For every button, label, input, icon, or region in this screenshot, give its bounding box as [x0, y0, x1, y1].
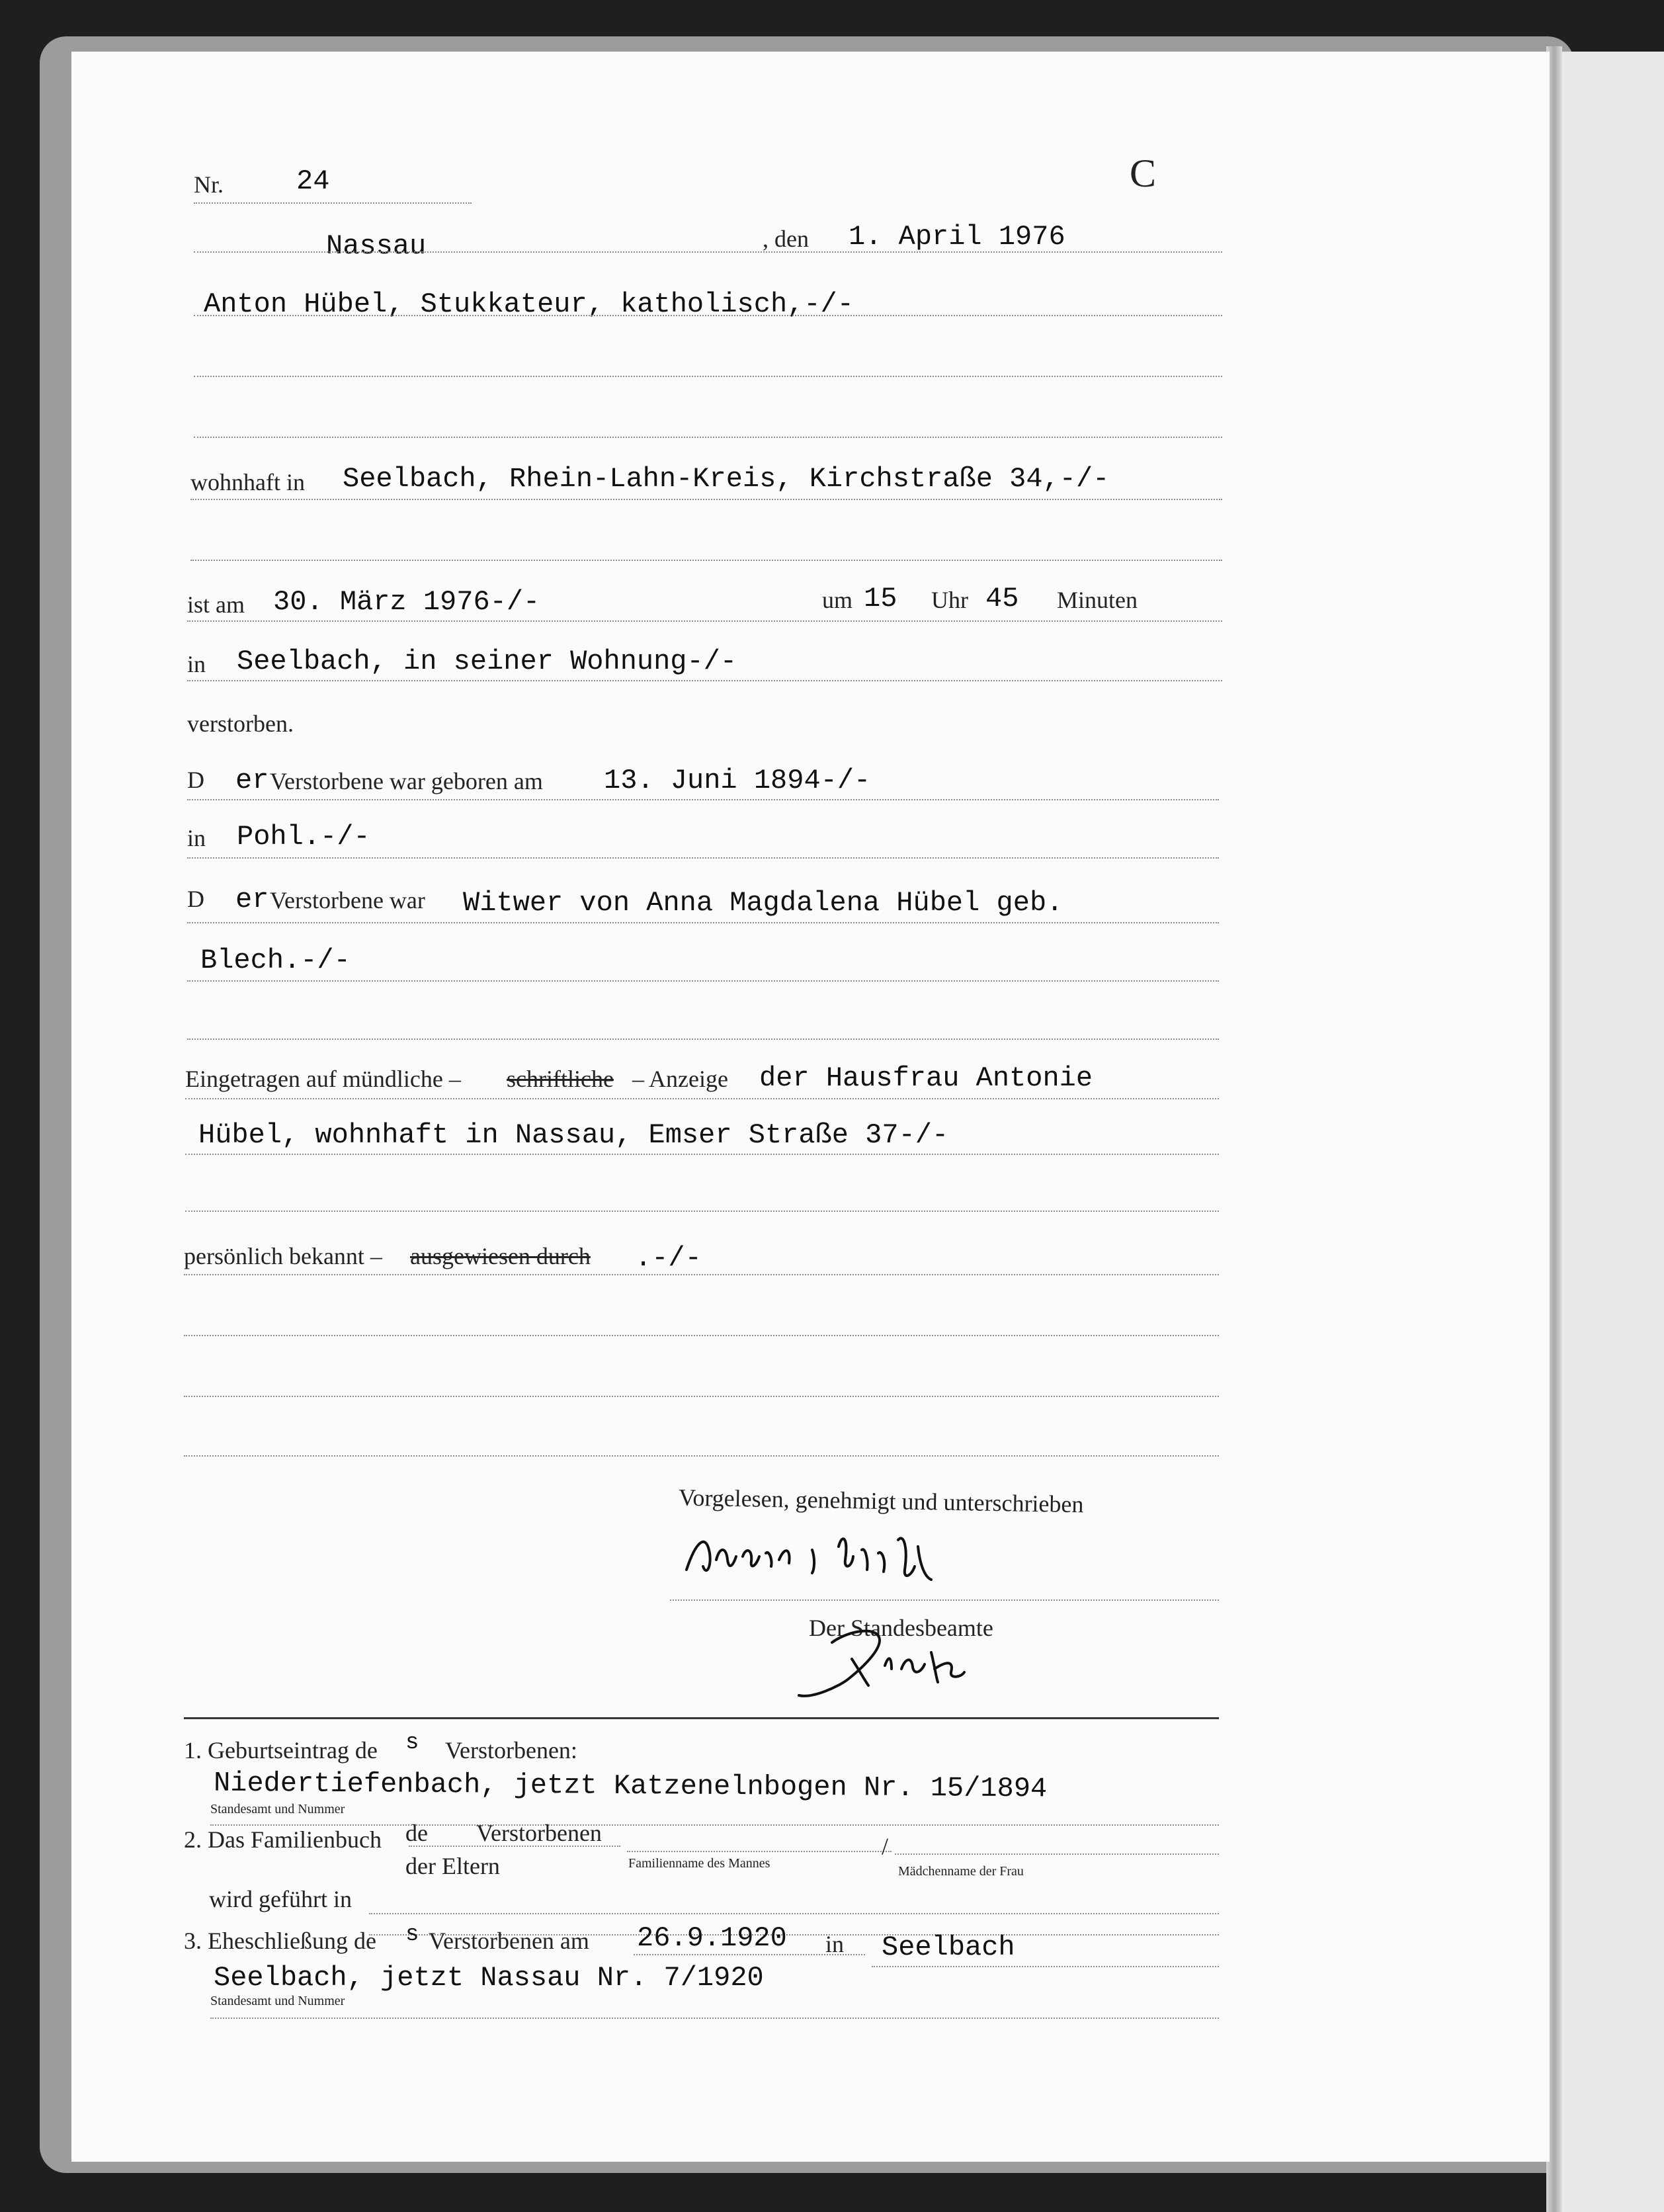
item3-in-label: in [825, 1931, 845, 1957]
nr-label: Nr. [194, 171, 224, 198]
bekannt-label: persönlich bekannt – [184, 1243, 382, 1269]
item1-s: s [405, 1730, 419, 1756]
death-in-label: in [187, 651, 206, 677]
standesamt-label-1: Standesamt und Nummer [210, 1802, 345, 1816]
item1-value: Niedertiefenbach, jetzt Katzenelnbogen Nr. 15/1894 [213, 1767, 1048, 1805]
standesbeamte-label: Der Standesbeamte [809, 1615, 993, 1641]
birth-d-label: D [187, 767, 204, 793]
um-label: um [822, 587, 853, 613]
death-date: 30. März 1976-/- [273, 586, 540, 618]
wohnhaft-label: wohnhaft in [190, 469, 305, 495]
uhr-label: Uhr [931, 587, 968, 613]
geboren-label: Verstorbene war geboren am [270, 768, 543, 794]
marriage-place: Seelbach [882, 1932, 1015, 1963]
familienname-label: Familienname des Mannes [628, 1856, 770, 1871]
item3-s: s [405, 1922, 419, 1947]
birth-in-label: in [187, 825, 206, 851]
marital-er: er [235, 884, 269, 915]
person-name-line: Anton Hübel, Stukkateur, katholisch,-/- [204, 288, 854, 320]
schriftliche-struck: schriftliche [507, 1066, 614, 1092]
entry-line-2: Hübel, wohnhaft in Nassau, Emser Straße 37-/- [198, 1119, 949, 1151]
war-label: Verstorbene war [270, 887, 425, 914]
item2-eltern: der Eltern [405, 1853, 500, 1879]
minuten-label: Minuten [1057, 587, 1138, 613]
item3-label-mid: Verstorbenen am [429, 1928, 589, 1954]
item1-label-end: Verstorbenen: [445, 1737, 577, 1764]
birth-place: Pohl.-/- [237, 821, 370, 853]
item3-label: 3. Eheschließung de [184, 1928, 376, 1954]
marital-d-label: D [187, 886, 204, 912]
birth-date: 13. Juni 1894-/- [604, 765, 871, 796]
ausgewiesen-struck: ausgewiesen durch [410, 1243, 591, 1269]
facing-page [1558, 52, 1664, 2212]
item3-value: Seelbach, jetzt Nassau Nr. 7/1920 [214, 1962, 764, 1994]
marital-line-2: Blech.-/- [200, 945, 351, 976]
ist-am-label: ist am [187, 591, 245, 618]
birth-er: er [235, 765, 269, 796]
item2-verstorbenen: Verstorbenen [476, 1820, 602, 1846]
death-place: Seelbach, in seiner Wohnung-/- [237, 646, 737, 677]
entry-date: 1. April 1976 [849, 221, 1065, 253]
place: Nassau [326, 230, 427, 262]
entry-line-1: der Hausfrau Antonie [759, 1062, 1093, 1094]
item1-label: 1. Geburtseintrag de [184, 1737, 378, 1764]
standesamt-label-2: Standesamt und Nummer [210, 1994, 345, 2008]
item2-label: 2. Das Familienbuch [184, 1826, 382, 1853]
registrar-signature [786, 1606, 1024, 1705]
den-label: , den [763, 226, 809, 252]
nr-value: 24 [296, 165, 330, 197]
bekannt-value: .-/- [635, 1242, 702, 1274]
death-minute: 45 [985, 583, 1019, 615]
item2-de: de [405, 1820, 428, 1846]
register-letter: C [1130, 151, 1157, 195]
eingetragen-label: Eingetragen auf mündliche – [185, 1066, 461, 1092]
wohnhaft-value: Seelbach, Rhein-Lahn-Kreis, Kirchstraße 34,-/- [343, 463, 1110, 495]
item2-slash: / [882, 1833, 889, 1859]
informant-signature [680, 1520, 991, 1593]
wird-gefuehrt-label: wird geführt in [209, 1886, 352, 1912]
marital-line-1: Witwer von Anna Magdalena Hübel geb. [463, 887, 1063, 919]
vorgelesen-label: Vorgelesen, genehmigt und unterschrieben [678, 1484, 1084, 1518]
maedchenname-label: Mädchenname der Frau [898, 1864, 1024, 1879]
anzeige-label: – Anzeige [632, 1066, 728, 1092]
register-page [71, 52, 1550, 2162]
marriage-date: 26.9.1920 [637, 1922, 787, 1954]
death-hour: 15 [864, 583, 897, 615]
verstorben-label: verstorben. [187, 710, 294, 737]
